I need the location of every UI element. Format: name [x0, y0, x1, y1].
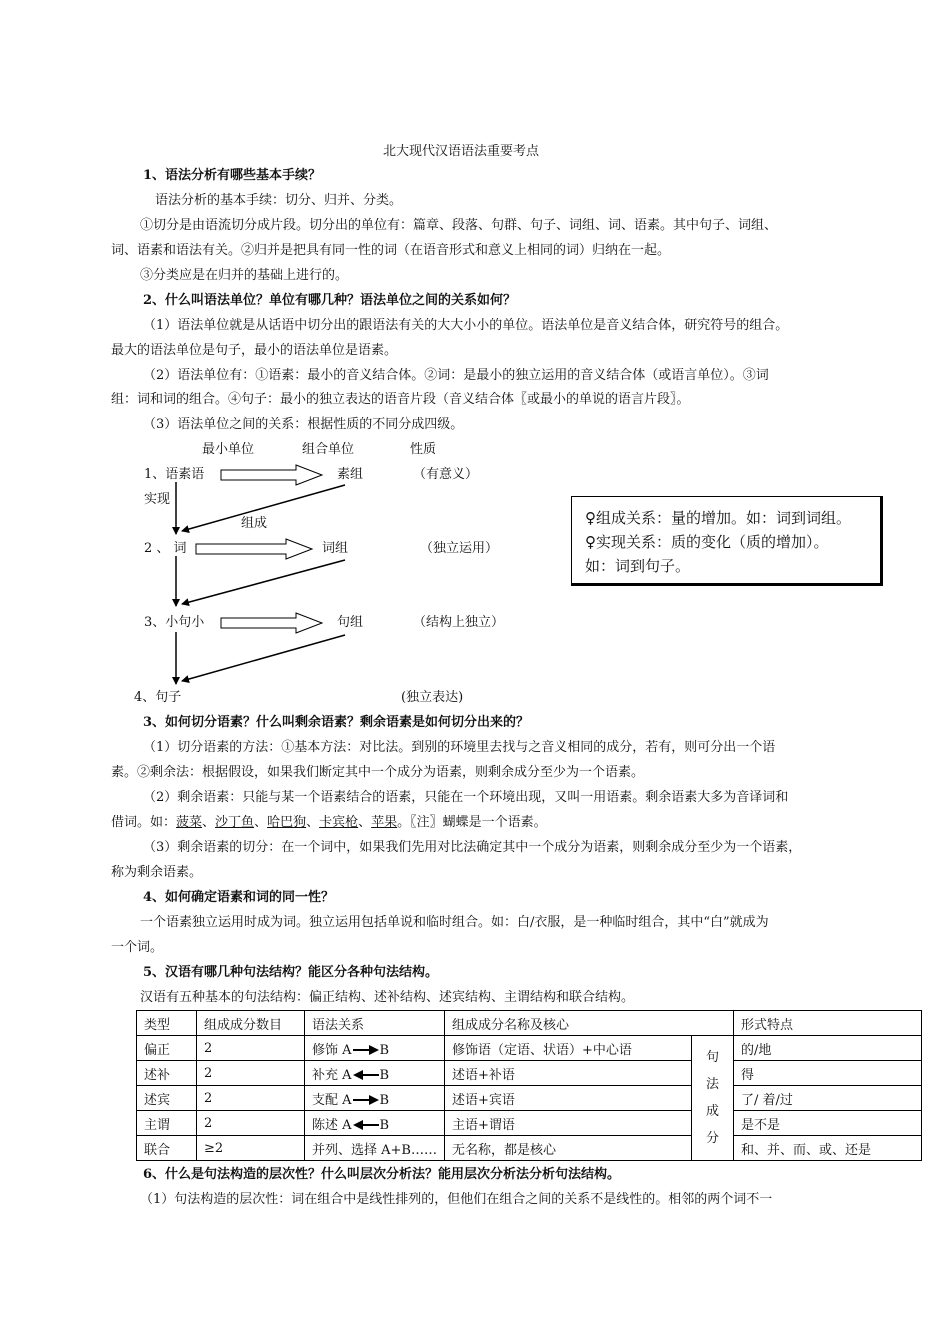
form-cell: 的/地 — [734, 1036, 922, 1061]
separator: 、 — [306, 815, 320, 830]
type-cell: 联合 — [137, 1136, 197, 1161]
side-label-char: 法 — [705, 1077, 719, 1092]
relation-text: B — [379, 1067, 390, 1083]
q4-paragraph: 一个语素独立运用时成为词。独立运用包括单说和临时组合。如：白/衣服，是一种临时组合，其中“白”就成为 — [140, 915, 769, 930]
table-row — [137, 1036, 922, 1061]
count-cell: ≥2 — [197, 1136, 305, 1161]
q3-paragraph-3: （3）剩余语素的切分：在一个词中，如果我们先用对比法确定其中一个成分为语素，则剩余成分至少为一个语素， — [143, 840, 802, 855]
relation-cell — [305, 1036, 445, 1061]
header-cell: 语法关系 — [305, 1011, 445, 1036]
q6-paragraph: （1）句法构造的层次性：词在组合中是线性排列的，但他们在组合之间的关系不是线性的。相邻的两个词不一 — [140, 1192, 773, 1207]
q3-paragraph-1-cont: 素。②剩余法：根据假设，如果我们断定其中一个成分为语素，则剩余成分至少为一个语素。 — [111, 765, 645, 780]
relation-text: B — [379, 1042, 390, 1058]
side-label-char: 成 — [705, 1104, 719, 1119]
table-row — [137, 1111, 922, 1136]
separator: 、 — [358, 815, 372, 830]
relation-text: B — [379, 1092, 390, 1108]
q5-paragraph: 汉语有五种基本的句法结构：偏正结构、述补结构、述宾结构、主谓结构和联合结构。 — [140, 990, 635, 1005]
type-cell: 偏正 — [137, 1036, 197, 1061]
q2-question: 2、什么叫语法单位？单位有哪几种？语法单位之间的关系如何？ — [143, 293, 517, 308]
q3-paragraph-2: （2）剩余语素：只能与某一个语素结合的语素，只能在一个环境出现，又叫一用语素。剩余语素大多为音译词和 — [143, 790, 789, 805]
diagram-row3-nature: （结构上独立） — [413, 615, 505, 630]
q2-paragraph-2-cont: 组：词和词的组合。④句子：最小的独立表达的语音片段（音义结合体〖或最小的单说的语言片段〗。 — [111, 392, 690, 407]
separator: 、 — [254, 815, 268, 830]
q5-question: 5、汉语有哪几种句法结构？能区分各种句法结构。 — [143, 965, 439, 980]
q1-paragraph-cont: 词、语素和语法有关。②归并是把具有同一性的词（在语音形式和意义上相同的词）归纳在一起。 — [111, 243, 671, 258]
form-cell: 得 — [734, 1061, 922, 1086]
arrow-compose-1 — [182, 485, 345, 531]
arrow-left-icon — [353, 1120, 379, 1130]
note-line-3: 如：词到句子。 — [585, 557, 691, 575]
arrow-compose-2 — [182, 560, 345, 604]
diagram-col-min-unit: 最小单位 — [202, 442, 255, 457]
example-word: 哈巴狗 — [267, 815, 307, 830]
form-cell: 和、并、而、或、还是 — [734, 1136, 922, 1161]
parts-cell: 无名称，都是核心 — [445, 1136, 692, 1161]
q2-paragraph-3: （3）语法单位之间的关系：根据性质的不同分成四级。 — [143, 417, 464, 432]
arrow-row3-hollow — [221, 613, 322, 633]
header-cell: 类型 — [137, 1011, 197, 1036]
note-line-1: ♀组成关系：量的增加。如：词到词组。 — [585, 509, 851, 527]
q3-paragraph-1: （1）切分语素的方法：①基本方法：对比法。到别的环境里去找与之音义相同的成分，若有，则可分出一个语 — [143, 740, 776, 755]
count-cell: 2 — [197, 1111, 305, 1136]
syntax-structure-table — [136, 1010, 922, 1161]
arrow-right-icon — [353, 1095, 379, 1105]
table-row — [137, 1061, 922, 1086]
header-cell: 组成成分数目 — [197, 1011, 305, 1036]
diagram-row1-nature: （有意义） — [413, 467, 479, 482]
note-line-2: ♀实现关系：质的变化（质的增加）。 — [585, 533, 829, 551]
q2-paragraph-2: （2）语法单位有：①语素：最小的音义结合体。②词：是最小的独立运用的音义结合体（或语言单位）。③词 — [143, 368, 769, 383]
diagram-row2-right: 词组 — [322, 541, 349, 556]
form-cell: 是不是 — [734, 1111, 922, 1136]
separator: 、 — [202, 815, 216, 830]
parts-cell: 述语+补语 — [445, 1061, 692, 1086]
arrow-compose-3 — [182, 635, 345, 681]
diagram-row2-left: 2 、 词 — [144, 541, 187, 556]
diagram-row3-left: 3、小句小 — [144, 615, 205, 630]
relation-text: 支配 A — [312, 1092, 352, 1108]
count-cell: 2 — [197, 1036, 305, 1061]
header-cell: 组成成分名称及核心 — [445, 1011, 734, 1036]
diagram-row1-left: 1、语素语 — [144, 467, 205, 482]
table-row — [137, 1136, 922, 1161]
relation-text: 修饰 A — [312, 1042, 352, 1058]
example-word: 沙丁鱼 — [215, 815, 255, 830]
relationship-note-box — [571, 496, 883, 586]
arrow-row1-hollow — [221, 465, 322, 485]
count-cell: 2 — [197, 1061, 305, 1086]
type-cell: 主谓 — [137, 1111, 197, 1136]
table-row — [137, 1086, 922, 1111]
q3-question: 3、如何切分语素？什么叫剩余语素？剩余语素是如何切分出来的？ — [143, 715, 530, 730]
arrow-left-icon — [353, 1070, 379, 1080]
q1-paragraph: ①切分是由语流切分成片段。切分出的单位有：篇章、段落、句群、句子、词组、词、语素。其中句子、词组、 — [140, 218, 778, 233]
relation-text: 陈述 A — [312, 1117, 352, 1133]
type-cell: 述补 — [137, 1061, 197, 1086]
relation-cell: 并列、选择 A+B…… — [305, 1136, 445, 1161]
relation-cell — [305, 1061, 445, 1086]
diagram-col-nature: 性质 — [410, 442, 437, 457]
q3-paragraph-3-cont: 称为剩余语素。 — [111, 865, 203, 880]
example-word: 苹果 — [371, 815, 398, 830]
parts-cell: 述语+宾语 — [445, 1086, 692, 1111]
side-label-char: 句 — [705, 1050, 719, 1065]
diagram-row4-left: 4、句子 — [134, 690, 182, 705]
parts-cell: 主语+谓语 — [445, 1111, 692, 1136]
diagram-row3-right: 句组 — [337, 615, 364, 630]
diagram-row4-nature: (独立表达) — [401, 690, 464, 705]
header-cell: 形式特点 — [734, 1011, 922, 1036]
relation-cell — [305, 1086, 445, 1111]
arrow-right-icon — [353, 1045, 379, 1055]
q3-note: 。〖注〗蝴蝶是一个语素。 — [397, 815, 547, 830]
q3-paragraph-2-cont — [111, 814, 547, 832]
diagram-row1-right: 素组 — [337, 467, 364, 482]
q4-question: 4、如何确定语素和词的同一性？ — [143, 890, 335, 905]
table-header-row — [137, 1011, 922, 1036]
q2-paragraph-1: （1）语法单位就是从话语中切分出的跟语法有关的大大小小的单位。语法单位是音义结合体，研究符号的组合。 — [143, 318, 789, 333]
diagram-realize-label: 实现 — [144, 492, 171, 507]
relation-cell — [305, 1111, 445, 1136]
page-title: 北大现代汉语语法重要考点 — [383, 144, 540, 159]
side-label-char: 分 — [705, 1131, 719, 1146]
q3-example-intro: 借词。如： — [111, 815, 177, 830]
relation-text: 补充 A — [312, 1067, 352, 1083]
diagram-col-combo-unit: 组合单位 — [302, 442, 355, 457]
q2-paragraph-1-cont: 最大的语法单位是句子，最小的语法单位是语素。 — [111, 343, 398, 358]
form-cell: 了/ 着/过 — [734, 1086, 922, 1111]
type-cell: 述宾 — [137, 1086, 197, 1111]
q1-paragraph-2: ③分类应是在归并的基础上进行的。 — [140, 268, 349, 283]
example-word: 菠菜 — [176, 815, 203, 830]
diagram-row2-nature: （独立运用） — [420, 541, 499, 556]
q4-paragraph-cont: 一个词。 — [111, 940, 164, 955]
arrow-row2-hollow — [196, 539, 312, 559]
side-label-cell — [692, 1036, 734, 1161]
q1-question: 1、语法分析有哪些基本手续？ — [143, 168, 322, 183]
parts-cell: 修饰语（定语、状语）+中心语 — [445, 1036, 692, 1061]
relation-text: B — [379, 1117, 390, 1133]
q6-question: 6、什么是句法构造的层次性？什么叫层次分析法？能用层次分析法分析句法结构。 — [143, 1167, 621, 1182]
diagram-compose-label: 组成 — [241, 516, 268, 531]
example-word: 卡宾枪 — [319, 815, 359, 830]
count-cell: 2 — [197, 1086, 305, 1111]
q1-answer: 语法分析的基本手续：切分、归并、分类。 — [155, 193, 403, 208]
